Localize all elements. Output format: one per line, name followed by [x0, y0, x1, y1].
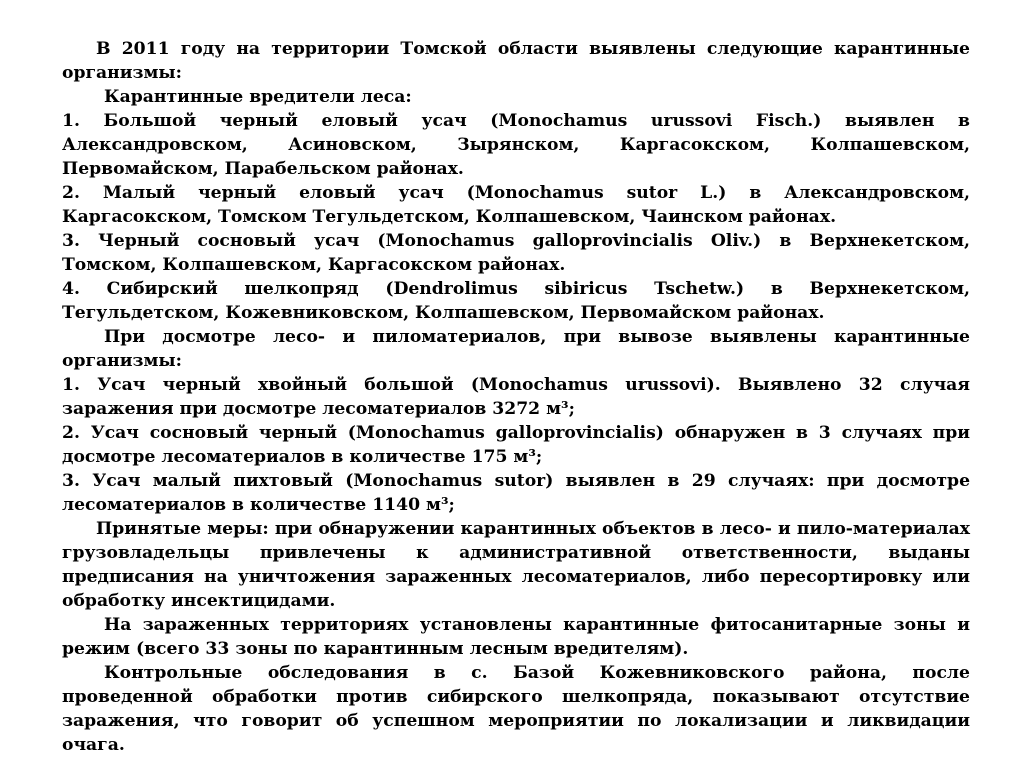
timber-finding-item-2: 2. Усач сосновый черный (Monochamus galloprovincialis) обнаружен в 3 случаях при досмотре лесоматериалов в количестве 175 м³; [62, 423, 970, 467]
forest-pest-item-3: 3. Черный сосновый усач (Monochamus galloprovincialis Oliv.) в Верхнекетском, Томском, Колпашевском, Каргасокском районах. [62, 231, 970, 275]
timber-finding-item-1: 1. Усач черный хвойный большой (Monochamus urussovi). Выявлено 32 случая заражения при досмотре лесоматериалов 3272 м³; [62, 375, 970, 419]
forest-pests-heading: Карантинные вредители леса: [104, 87, 412, 107]
quarantine-zones-paragraph: На зараженных территориях установлены карантинные фитосанитарные зоны и режим (всего 33 зоны по карантинным лесным вредителям). [62, 615, 970, 659]
measures-paragraph: Принятые меры: при обнаружении карантинных объектов в лесо- и пило-материалах грузовладельцы привлечены к административной ответственности, выданы предписания на уничтожения зараженных лесоматериалов, либо пересортировку или обработку инсектицидами. [62, 519, 970, 611]
timber-inspection-heading: При досмотре лесо- и пиломатериалов, при вывозе выявлены карантинные организмы: [62, 327, 970, 371]
intro-paragraph: В 2011 году на территории Томской области выявлены следующие карантинные организмы: [62, 39, 970, 83]
forest-pest-item-1: 1. Большой черный еловый усач (Monochamus urussovi Fisch.) выявлен в Александровском, Асиновском, Зырянском, Каргасокском, Колпашевском, Первомайском, Парабельском районах. [62, 111, 970, 179]
control-surveys-paragraph: Контрольные обследования в с. Базой Кожевниковского района, после проведенной обработки против сибирского шелкопряда, показывают отсутствие заражения, что говорит об успешном мероприятии по локализации и ликвидации очага. [62, 663, 970, 755]
forest-pest-item-2: 2. Малый черный еловый усач (Monochamus sutor L.) в Александровском, Каргасокском, Томском Тегульдетском, Колпашевском, Чаинском районах. [62, 183, 970, 227]
document-body [62, 37, 970, 757]
timber-finding-item-3: 3. Усач малый пихтовый (Monochamus sutor) выявлен в 29 случаях: при досмотре лесоматериалов в количестве 1140 м³; [62, 471, 970, 515]
forest-pest-item-4: 4. Сибирский шелкопряд (Dendrolimus sibiricus Tschetw.) в Верхнекетском, Тегульдетском, Кожевниковском, Колпашевском, Первомайском районах. [62, 279, 970, 323]
